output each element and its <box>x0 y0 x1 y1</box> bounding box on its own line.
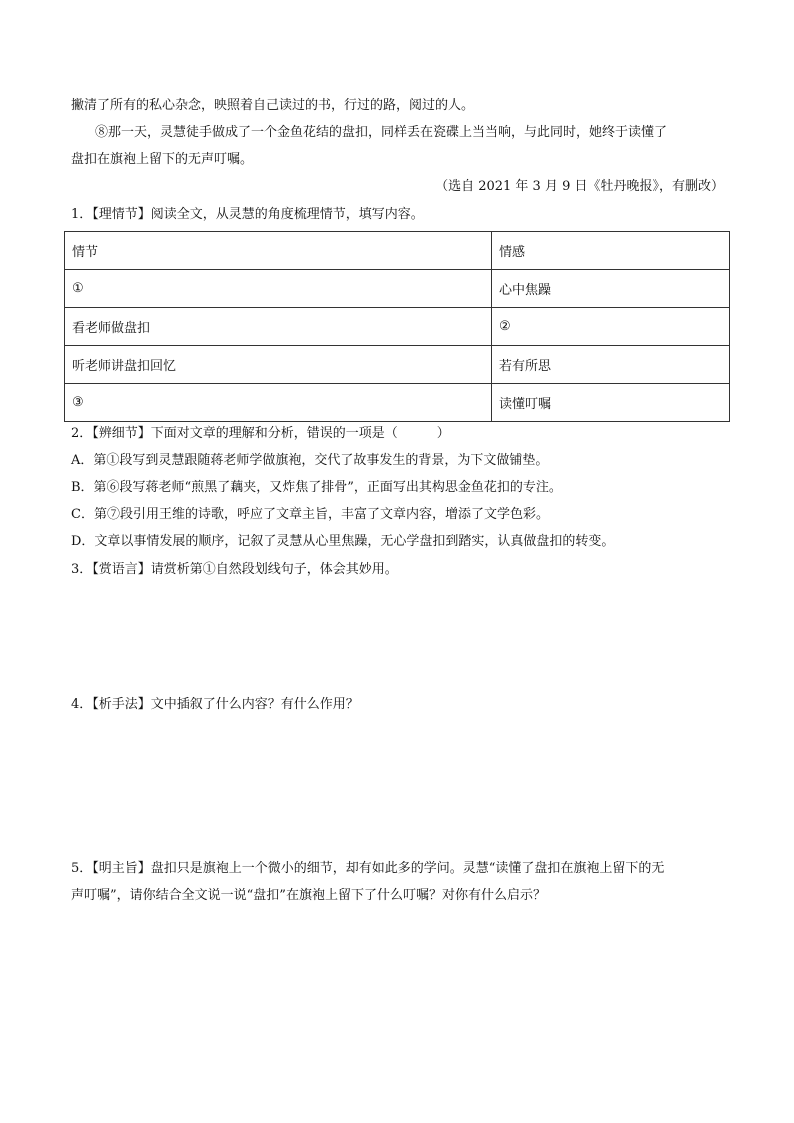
table-cell-emotion: ② <box>492 308 730 346</box>
table-cell-plot: 看老师做盘扣 <box>65 308 492 346</box>
passage-line: 撇清了所有的私心杂念，映照着自己读过的书，行过的路，阅过的人。 <box>71 98 475 113</box>
table-row <box>65 384 730 422</box>
table-row <box>65 346 730 384</box>
source-citation: （选自 2021 年 3 月 9 日《牡丹晚报》，有删改） <box>435 179 724 194</box>
option-a: A．第①段写到灵慧跟随蒋老师学做旗袍，交代了故事发生的背景，为下文做铺垫。 <box>71 453 549 468</box>
table-row <box>65 308 730 346</box>
question-5-line: 声叮嘱”，请你结合全文说一说“盘扣”在旗袍上留下了什么叮嘱？对你有什么启示？ <box>71 888 546 903</box>
question-4-prompt: 4．【析手法】文中插叙了什么内容？有什么作用？ <box>71 697 359 712</box>
paragraph-8-line: 盘扣在旗袍上留下的无声叮嘱。 <box>71 152 254 167</box>
option-b: B．第⑥段写蒋老师“煎黑了藕夹，又炸焦了排骨”，正面写出其构思金鱼花扣的专注。 <box>71 480 562 495</box>
table-header-cell: 情感 <box>492 232 730 270</box>
question-5-line: 5．【明主旨】盘扣只是旗袍上一个微小的细节，却有如此多的学问。灵慧“读懂了盘扣在旗袍上留下的无 <box>71 861 665 876</box>
table-cell-plot: 听老师讲盘扣回忆 <box>65 346 492 384</box>
table-cell-emotion: 读懂叮嘱 <box>492 384 730 422</box>
plot-emotion-table <box>64 231 730 422</box>
question-1-prompt: 1．【理情节】阅读全文，从灵慧的角度梳理情节，填写内容。 <box>71 207 424 222</box>
table-cell-emotion: 若有所思 <box>492 346 730 384</box>
question-2-prompt: 2．【辨细节】下面对文章的理解和分析，错误的一项是（ ） <box>71 426 450 441</box>
option-c: C．第⑦段引用王维的诗歌，呼应了文章主旨，丰富了文章内容，增添了文学色彩。 <box>71 507 549 522</box>
table-row <box>65 270 730 308</box>
table-cell-plot: ① <box>65 270 492 308</box>
table-header-cell: 情节 <box>65 232 492 270</box>
table-cell-plot: ③ <box>65 384 492 422</box>
paragraph-8-line: ⑧那一天，灵慧徒手做成了一个金鱼花结的盘扣，同样丢在瓷碟上当当响，与此同时，她终于读懂了 <box>95 125 668 140</box>
table-header-row <box>65 232 730 270</box>
table-cell-emotion: 心中焦躁 <box>492 270 730 308</box>
option-d: D．文章以事情发展的顺序，记叙了灵慧从心里焦躁，无心学盘扣到踏实，认真做盘扣的转变。 <box>71 534 615 549</box>
question-3-prompt: 3．【赏语言】请赏析第①自然段划线句子，体会其妙用。 <box>71 562 398 577</box>
